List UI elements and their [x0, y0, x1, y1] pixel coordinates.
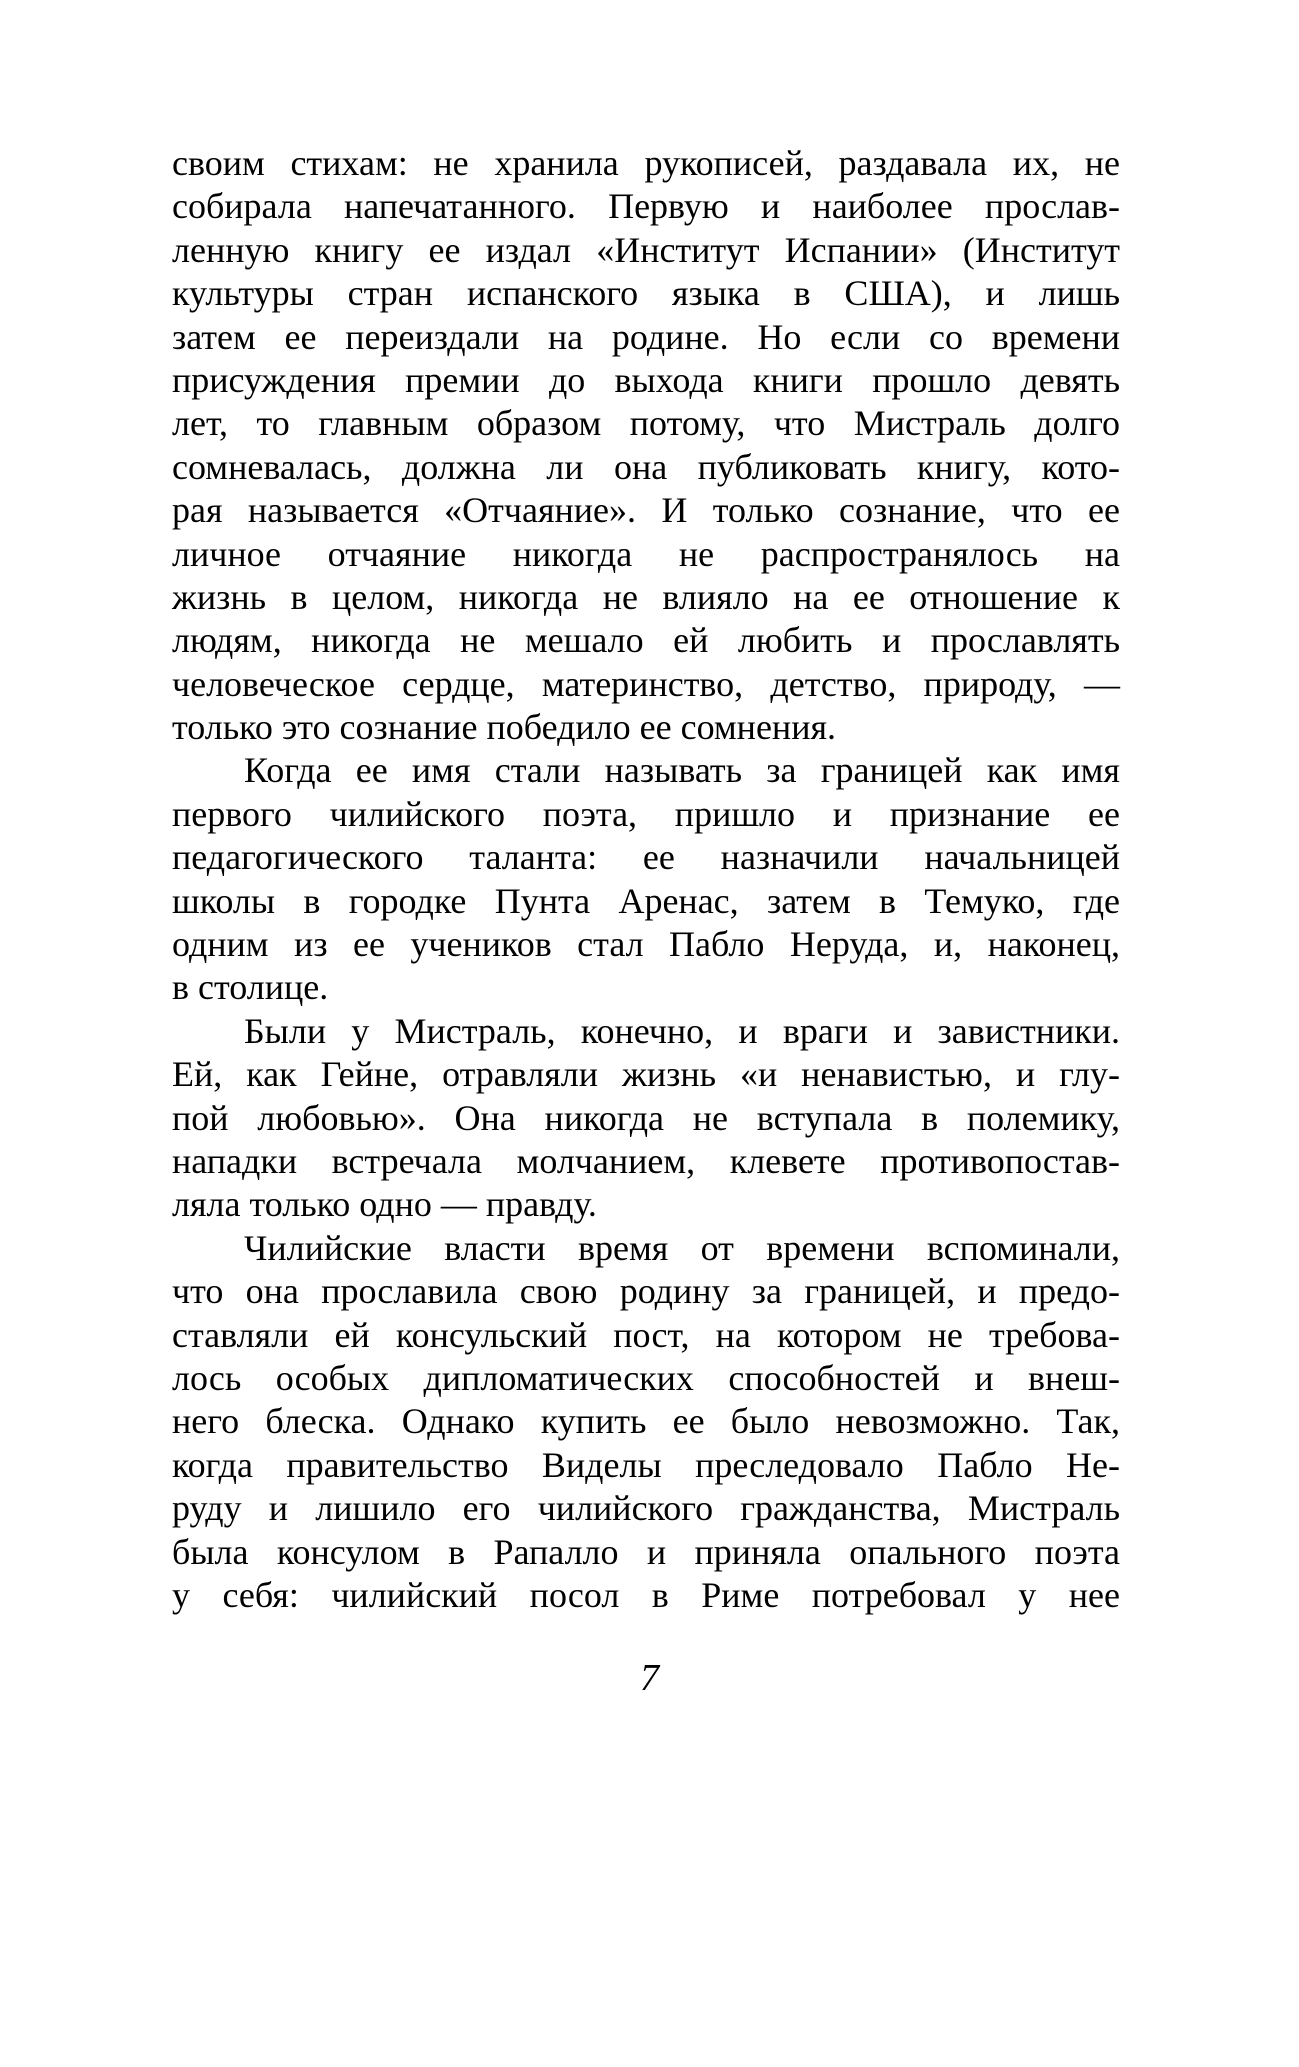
text-line: него блеска. Однако купить ее было невозможно. Так, [172, 1401, 1120, 1442]
text-line: нападки встречала молчанием, клевете противопостав- [172, 1140, 1120, 1181]
text-line: личное отчаяние никогда не распространялось на [172, 533, 1120, 574]
text-line: школы в городке Пунта Аренас, затем в Темуко, где [172, 880, 1120, 921]
text-line: пой любовью». Она никогда не вступала в полемику, [172, 1097, 1120, 1138]
text-line: Когда ее имя стали называть за границей как имя [244, 750, 1120, 791]
text-line: только это сознание победило ее сомнения. [172, 707, 837, 748]
text-line: когда правительство Виделы преследовало Пабло Не- [172, 1444, 1120, 1485]
page-number: 7 [640, 1657, 659, 1699]
text-line: сомневалась, должна ли она публиковать книгу, кото- [172, 446, 1120, 487]
text-line: затем ее переиздали на родине. Но если со времени [172, 316, 1120, 357]
text-line: жизнь в целом, никогда не влияло на ее отношение к [172, 576, 1120, 617]
text-line: что она прославила свою родину за границей, и предо- [172, 1271, 1120, 1312]
text-line: ляла только одно — правду. [172, 1184, 597, 1225]
text-line: рая называется «Отчаяние». И только сознание, что ее [172, 490, 1120, 531]
text-line: руду и лишило его чилийского гражданства, Мистраль [172, 1488, 1120, 1529]
text-line: Были у Мистраль, конечно, и враги и завистники. [244, 1010, 1120, 1051]
paragraph-4 [172, 1227, 1120, 1618]
text-line: культуры стран испанского языка в США), и лишь [172, 273, 1120, 314]
text-line: одним из ее учеников стал Пабло Неруда, и, наконец, [172, 924, 1120, 965]
text-line: ставляли ей консульский пост, на котором не требова- [172, 1314, 1120, 1355]
paragraph-2 [172, 749, 1120, 1009]
page-body [172, 142, 1120, 1617]
text-line: собирала напечатанного. Первую и наиболее прослав- [172, 186, 1120, 227]
text-line: у себя: чилийский посол в Риме потребовал у нее [172, 1574, 1120, 1615]
text-line: людям, никогда не мешало ей любить и прославлять [172, 620, 1120, 661]
text-line: первого чилийского поэта, пришло и признание ее [172, 793, 1120, 834]
text-line: лет, то главным образом потому, что Мистраль долго [172, 403, 1120, 444]
text-line: присуждения премии до выхода книги прошло девять [172, 359, 1120, 400]
text-line: педагогического таланта: ее назначили начальницей [172, 837, 1120, 878]
text-line: человеческое сердце, материнство, детство, природу, — [172, 663, 1120, 704]
text-line: Чилийские власти время от времени вспоминали, [244, 1227, 1120, 1268]
text-line: ленную книгу ее издал «Институт Испании» (Институт [172, 229, 1120, 270]
text-line: Ей, как Гейне, отравляли жизнь «и ненавистью, и глу- [172, 1054, 1120, 1095]
paragraph-1 [172, 142, 1120, 749]
text-line: своим стихам: не хранила рукописей, раздавала их, не [172, 143, 1120, 183]
text-line: лось особых дипломатических способностей и внеш- [172, 1357, 1120, 1398]
text-line: была консулом в Рапалло и приняла опального поэта [172, 1531, 1120, 1572]
paragraph-3 [172, 1010, 1120, 1227]
text-line: в столице. [172, 967, 329, 1008]
